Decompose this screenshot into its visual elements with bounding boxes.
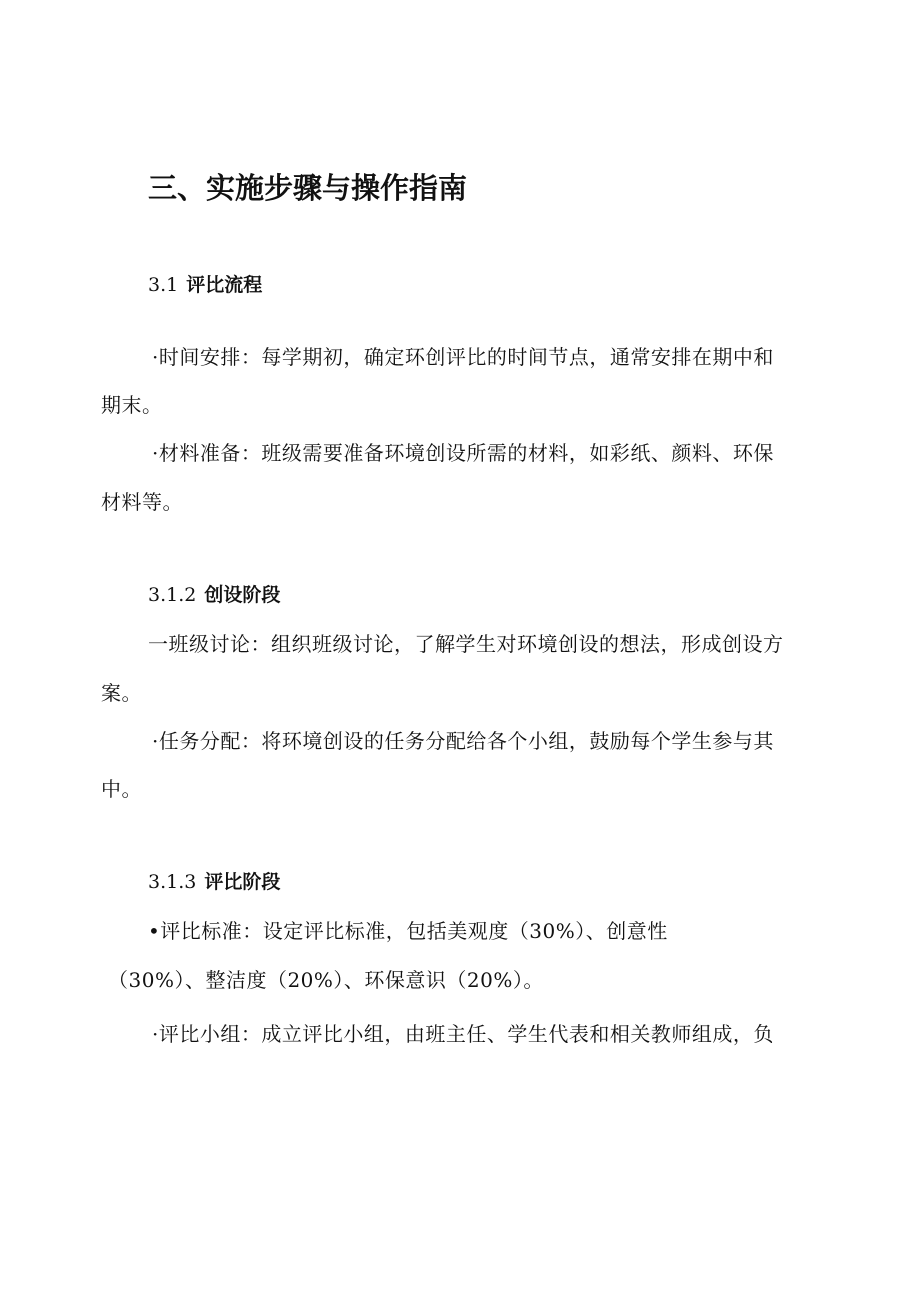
section-title: 三、实施步骤与操作指南	[148, 171, 468, 205]
paragraph-line: ·评比小组：成立评比小组，由班主任、学生代表和相关教师组成，负	[152, 1022, 774, 1046]
subsection-heading-3-1-3	[148, 867, 280, 894]
subsection-title: 评比阶段	[204, 871, 281, 893]
paragraph-line: •评比标准：设定评比标准，包括美观度（30%）、创意性	[148, 919, 668, 943]
subsection-title: 创设阶段	[204, 584, 281, 606]
paragraph-line: 案。	[101, 681, 142, 705]
paragraph-line: ·任务分配：将环境创设的任务分配给各个小组，鼓励每个学生参与其	[152, 729, 774, 753]
paragraph-line: 期末。	[101, 393, 163, 417]
subsection-title: 评比流程	[186, 274, 263, 296]
subsection-heading-3-1	[148, 270, 262, 297]
paragraph-line: 材料等。	[101, 490, 183, 514]
paragraph-line: ·材料准备：班级需要准备环境创设所需的材料，如彩纸、颜料、环保	[152, 441, 774, 465]
paragraph-line: ·时间安排：每学期初，确定环创评比的时间节点，通常安排在期中和	[152, 345, 774, 369]
paragraph-line: 一班级讨论：组织班级讨论，了解学生对环境创设的想法，形成创设方	[148, 632, 784, 656]
subsection-number: 3.1.2	[148, 584, 197, 606]
subsection-number: 3.1.3	[148, 871, 197, 893]
subsection-heading-3-1-2	[148, 580, 280, 607]
subsection-number: 3.1	[148, 274, 179, 296]
paragraph-line: （30%）、整洁度（20%）、环保意识（20%）。	[108, 968, 544, 992]
paragraph-line: 中。	[101, 777, 142, 801]
